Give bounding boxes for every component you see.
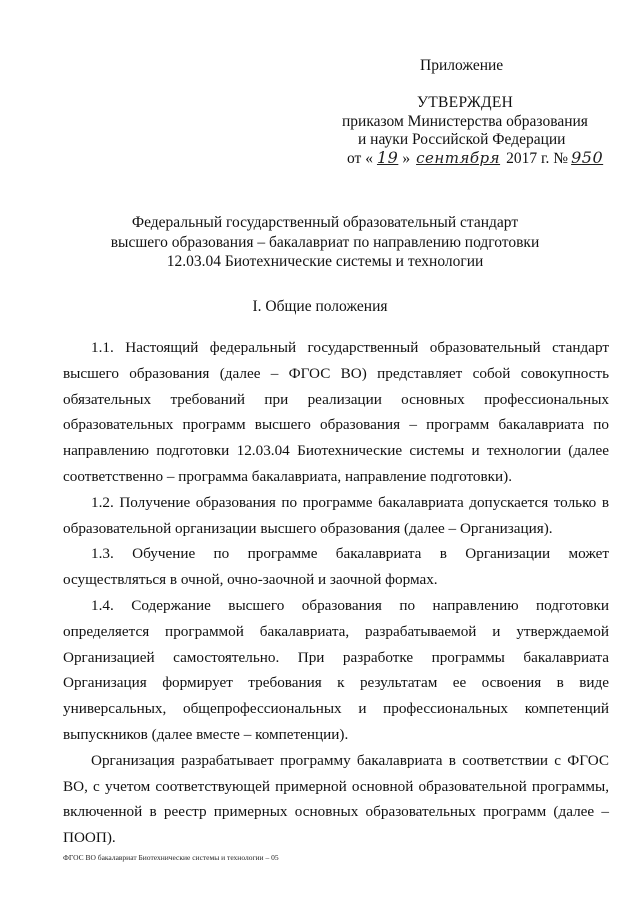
approval-block (0, 0, 640, 170)
body-text (63, 335, 609, 851)
title-line-3: 12.03.04 Биотехнические системы и технологии (166, 253, 484, 270)
section-heading: I. Общие положения (252, 298, 388, 315)
paragraph-1-2: 1.2. Получение образования по программе бакалавриата допускается только в образовательной организации высшего образования (далее – Организация). (63, 493, 609, 537)
date-year: 2017 г. № (506, 150, 569, 167)
appendix-label: Приложение (420, 57, 504, 74)
paragraph-organization: Организация разрабатывает программу бакалавриата в соответствии с ФГОС ВО, с учетом соответствующей примерной основной образовательной программы, включенной в реестр примерных основных образовательных программ (далее – ПООП). (63, 751, 609, 847)
order-line-federation: и науки Российской Федерации (358, 131, 566, 148)
handwritten-day: 19 (376, 148, 399, 167)
order-date-line (347, 148, 606, 168)
order-line-ministry: приказом Министерства образования (342, 113, 588, 130)
paragraph-1-3: 1.3. Обучение по программе бакалавриата в Организации может осуществляться в очной, очно-заочной и заочной формах. (63, 545, 609, 589)
date-prefix: от « (347, 150, 373, 167)
handwritten-month: сентября (416, 149, 501, 167)
paragraph-1-4: 1.4. Содержание высшего образования по направлению подготовки определяется программой бакалавриата, разрабатываемой и утверждаемой Организацией самостоятельно. При разработке программы бакалавриата Организация формирует требования к результатам ее освоения в виде универсальных, общепрофессиональных и профессиональных компетенций выпускников (далее вместе – компетенции). (63, 596, 609, 743)
page-footer: ФГОС ВО бакалавриат Биотехнические системы и технологии – 05 (63, 853, 279, 862)
paragraph-1-1: 1.1. Настоящий федеральный государственный образовательный стандарт высшего образования (далее – ФГОС ВО) представляет собой совокупность обязательных требований при реализации основных профессиональных образовательных программ высшего образования – программ бакалавриата по направлению подготовки 12.03.04 Биотехнические системы и технологии (далее соответственно – программа бакалавриата, направление подготовки). (63, 339, 609, 485)
handwritten-order-number: 950 (571, 148, 604, 167)
title-line-2: высшего образования – бакалавриат по направлению подготовки (110, 233, 540, 251)
title-line-1: Федеральный государственный образовательный стандарт (131, 214, 519, 231)
standard-title (90, 213, 560, 272)
approved-stamp-text: УТВЕРЖДЕН (417, 94, 514, 111)
date-mid: » (402, 150, 411, 167)
